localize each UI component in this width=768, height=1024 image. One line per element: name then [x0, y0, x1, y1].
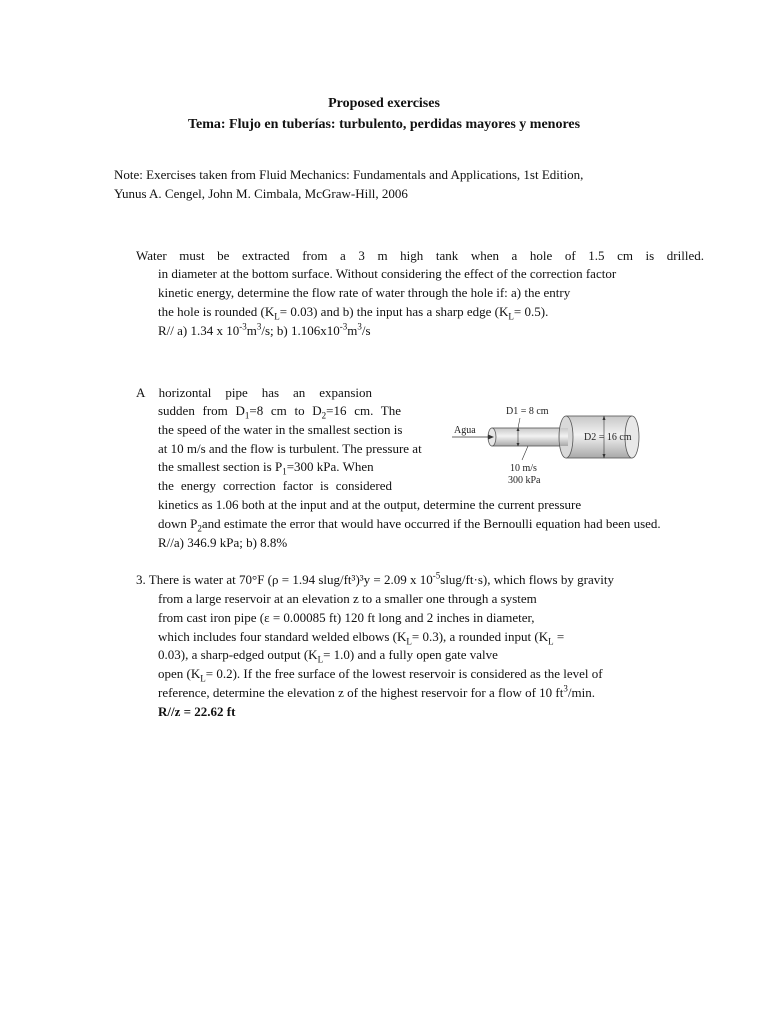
ex2-answer: R//a) 346.9 kPa; b) 8.8%: [158, 535, 288, 550]
pipe-expansion-figure: [448, 398, 648, 488]
flow-label: Agua: [454, 425, 476, 436]
ex2-line-6: the energy correction factor is considered: [158, 478, 392, 493]
ex2-line-2: sudden from $D_1=8$ cm to $D_2=16$ cm. The: [158, 403, 401, 421]
ex1-line-2: in diameter at the bottom surface. Without considering the effect of the correction factor: [158, 266, 617, 281]
ex1-line-1: Water must be extracted from a 3 m high tank when a hole of 1.5 cm is drilled.: [136, 248, 704, 263]
note-line-1: Note: Exercises taken from Fluid Mechanics: Fundamentals and Applications, 1st Edition,: [114, 167, 584, 182]
pressure-label: 300 kPa: [508, 475, 541, 486]
ex2-line-3: the speed of the water in the smallest section is: [158, 422, 403, 437]
ex3-line-5: 0.03), a sharp-edged output $(K_L= 1.0)$ and a fully open gate valve: [158, 647, 498, 665]
ex1-line-3: kinetic energy, determine the flow rate of water through the hole if: a) the entry: [158, 285, 571, 300]
ex1-answer: R// a) 1.34 x $10^{-3}m^3/s$; b) $1.106x10^{-3}m^3/s$: [158, 321, 371, 338]
ex2-line-1: A horizontal pipe has an expansion: [136, 385, 372, 400]
page-subtitle: Tema: Flujo en tuberías: turbulento, perdidas mayores y menores: [187, 117, 581, 132]
small-pipe: [492, 428, 568, 446]
ex2-line-5: the smallest section is $P_1=300$ kPa. When: [158, 459, 374, 477]
ex3-answer: R//z = 22.62 ft: [158, 704, 236, 719]
ex3-line-4: which includes four standard welded elbows $(K_L= 0.3)$, a rounded input ($K_L$ =: [158, 629, 565, 647]
d1-label: D1 = 8 cm: [506, 406, 549, 417]
ex1-line-4: the hole is rounded $(K_L= 0.03)$ and b) the input has a sharp edge $(K_L= 0.5)$.: [158, 304, 549, 322]
ex3-line-1: 3. There is water at 70°F (ρ = 1.94 slug/ft³)³y = 2.09 x $10^{-5}slug/ft\cdot s$), which flows by gravity: [136, 570, 614, 587]
ex3-line-6: open $(K_L= 0.2)$. If the free surface of the lowest reservoir is considered as the level of: [158, 666, 603, 684]
ex3-line-2: from a large reservoir at an elevation z to a smaller one through a system: [158, 591, 537, 606]
note-line-2: Yunus A. Cengel, John M. Cimbala, McGraw-Hill, 2006: [114, 186, 408, 201]
d2-label: D2 = 16 cm: [584, 432, 632, 443]
page-title: Proposed exercises: [328, 96, 440, 111]
speed-label: 10 m/s: [510, 463, 537, 474]
ex2-line-7: kinetics as 1.06 both at the input and at the output, determine the current pressure: [158, 497, 582, 512]
ex3-line-3: from cast iron pipe (ε = 0.00085 ft) 120 ft long and 2 inches in diameter,: [158, 610, 535, 625]
ex2-line-4: at 10 m/s and the flow is turbulent. The pressure at: [158, 441, 422, 456]
ex2-line-8: down $P_2and$ estimate the error that would have occurred if the Bernoulli equation had been used.: [158, 516, 661, 534]
ex3-line-7: reference, determine the elevation z of the highest reservoir for a flow of 10 $ft^3/\min$.: [158, 683, 595, 700]
